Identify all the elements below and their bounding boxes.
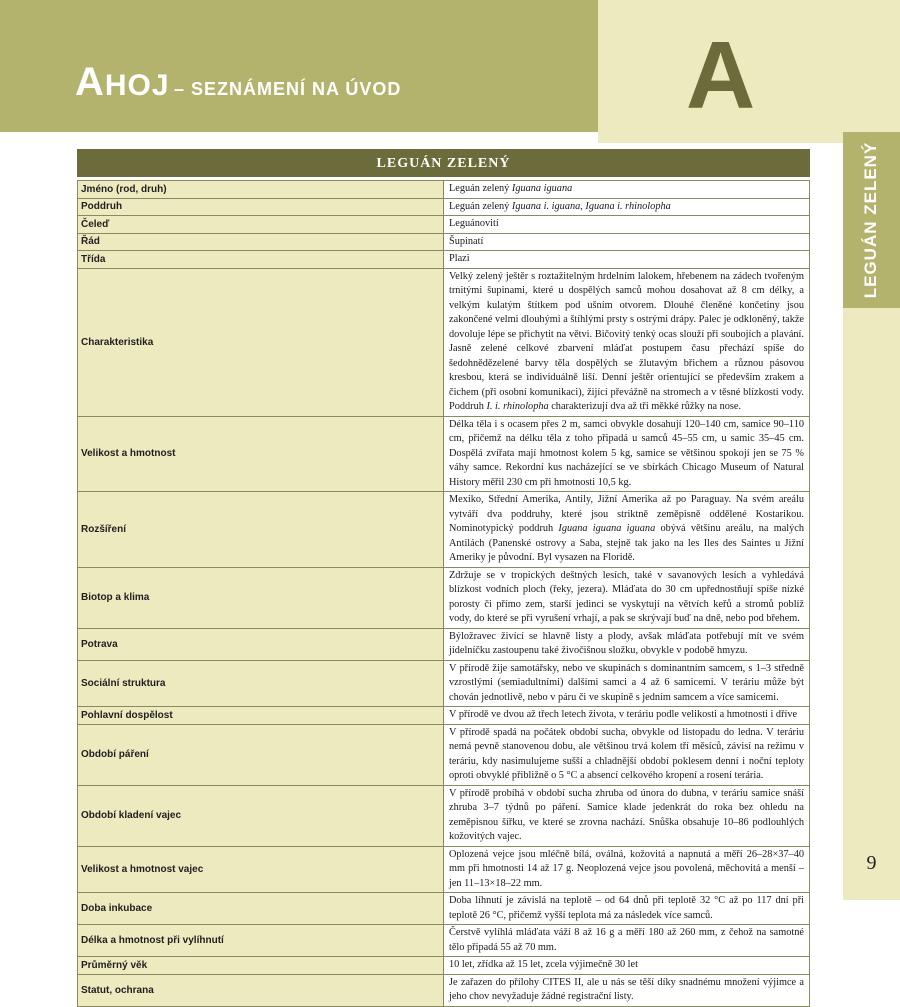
- row-value: Oplozená vejce jsou mléčně bílá, oválná, kožovitá a napnutá a měří 26–28×37–40 mm při hmotnosti 14 až 17 g. Neoplozená vejce jsou povolená, měchovitá a menší – jen 11–13×18–22 mm.: [444, 846, 810, 893]
- row-label: Charakteristika: [78, 268, 444, 416]
- row-value: Leguán zelený Iguana i. iguana, Iguana i. rhinolopha: [444, 198, 810, 216]
- table-row: [78, 416, 810, 492]
- row-value: Zdržuje se v tropických deštných lesích, také v savanových lesích a vyhledává blízkost vodních ploch (řeky, jezera). Mláďata do 30 cm upřednostňují spíše nízké porosty či přímo zem, starší jedinci se vyskytují na větvích keřů a stromů poblíž vody, do které se při vyrušení vrhají, a pak se skrývají buď na dně, nebo pod břehem.: [444, 567, 810, 628]
- row-label: Řád: [78, 233, 444, 251]
- row-value: 10 let, zřídka až 15 let, zcela výjimečně 30 let: [444, 957, 810, 975]
- row-value: Mexiko, Střední Amerika, Antily, Jižní Amerika až po Paraguay. Na svém areálu vytváří dva poddruhy, které jsou striktně zeměpisně oddělené Kostarikou. Nominotypický poddruh Iguana iguana iguana obývá většinu areálu, na malých Antilách (Panenské ostrovy a Saba, stejně tak jako na les Iles des Saintes u Jižní Ameriky je původní. Byl vysazen na Floridě.: [444, 492, 810, 568]
- row-label: Třída: [78, 251, 444, 269]
- row-label: Poddruh: [78, 198, 444, 216]
- row-label: Délka a hmotnost při vylíhnutí: [78, 925, 444, 957]
- table-row: [78, 785, 810, 846]
- chapter-letter: A: [685, 22, 756, 129]
- row-label: Čeleď: [78, 216, 444, 234]
- side-tab: [843, 132, 900, 308]
- row-label: Velikost a hmotnost vajec: [78, 846, 444, 893]
- row-label: Období kladení vajec: [78, 785, 444, 846]
- table-title: LEGUÁN ZELENÝ: [78, 150, 810, 177]
- table-row: [78, 974, 810, 1006]
- table-row: [78, 181, 810, 199]
- row-value: Čerstvě vylíhlá mláďata váží 8 až 16 g a měří 180 až 260 mm, z čehož na samotné tělo připadá 55 až 70 mm.: [444, 925, 810, 957]
- table-row: [78, 198, 810, 216]
- table-row: [78, 216, 810, 234]
- row-value: Délka těla i s ocasem přes 2 m, samci obvykle dosahují 120–140 cm, samice 90–110 cm, přičemž na délku těla z toho připadá u samců 45–55 cm, u samic 35–45 cm. Dospělá zvířata mají hmotnost kolem 5 kg, samice se většinou spokojí jen se 75 % váhy samce. Rekordní kus nacházející se ve sbírkách Chicago Museum of Natural History měřil 230 cm při hmotnosti 10,5 kg.: [444, 416, 810, 492]
- row-label: Velikost a hmotnost: [78, 416, 444, 492]
- row-value: Doba líhnutí je závislá na teplotě – od 64 dnů při teplotě 32 °C až po 117 dní při teplotě 26 °C, přičemž vyšší teplota má za následek více samců.: [444, 893, 810, 925]
- page-number: 9: [866, 852, 877, 874]
- chapter-subtitle: – SEZNÁMENÍ NA ÚVOD: [174, 79, 402, 99]
- row-label: Biotop a klima: [78, 567, 444, 628]
- species-table: [77, 149, 810, 1007]
- row-label: Období páření: [78, 724, 444, 785]
- side-tab-label: LEGUÁN ZELENÝ: [861, 141, 880, 299]
- row-value: Leguán zelený Iguana iguana: [444, 181, 810, 199]
- row-value: V přírodě spadá na počátek období sucha, obvykle od listopadu do ledna. V teráriu nemá pevně stanovenou dobu, ale většinou trvá kolem tří měsíců, závisí na režimu v teráriu, kdy nasimulujeme sušší a chladnější období poklesem denní i noční teploty oproti obvyklé přibližně o 5 °C a absencí celkového kropení a rosení terária.: [444, 724, 810, 785]
- table-row: [78, 251, 810, 269]
- row-label: Průměrný věk: [78, 957, 444, 975]
- row-label: Pohlavní dospělost: [78, 707, 444, 725]
- table-row: [78, 567, 810, 628]
- row-value: Je zařazen do přílohy CITES II, ale u nás se těší díky snadnému množení výjimce a jeho chov nevyžaduje žádné registrační listy.: [444, 974, 810, 1006]
- row-value: Býložravec živící se hlavně listy a plody, avšak mláďata potřebují mít ve svém jídelníčku zastoupenu také živočišnou složku, obvykle v podobě hmyzu.: [444, 628, 810, 660]
- row-label: Doba inkubace: [78, 893, 444, 925]
- table-row: [78, 492, 810, 568]
- chapter-title-word: HOJ: [104, 69, 170, 102]
- row-value: V přírodě ve dvou až třech letech života, v teráriu podle velikosti a hmotnosti i dříve: [444, 707, 810, 725]
- chapter-title-initial: A: [75, 60, 105, 104]
- chapter-title: [75, 60, 401, 105]
- row-value: Leguánovití: [444, 216, 810, 234]
- table-row: [78, 268, 810, 416]
- row-value: Velký zelený ještěr s roztažitelným hrdelním lalokem, hřebenem na zádech tvořeným trnitými šupinami, které u dospělých samců mohou dosahovat až 8 cm délky, a velkým kulatým štítkem pod ušním otvorem. Dlouhé členěné končetiny jsou zakončené velmi dlouhými a štíhlými prsty s ostrými drápy. Palec je odkloněný, takže dovoluje lépe se přichytit na větvi. Bičovitý tenký ocas slouží při soubojích a plavání. Jasně zelené celkové zbarvení mláďat postupem času přechází spíše do šedohnědězelené barvy těla dospělých se žlutavým břichem a různou pásovou kresbou, která se individuálně liší. Denní ještěr orientující se především zrakem a čichem (při osobní komunikaci), žijící převážně na stromech a v těsné blízkosti vody. Poddruh I. i. rhinolopha charakterizují dva až tři měkké růžky na nose.: [444, 268, 810, 416]
- row-value: V přírodě žije samotářsky, nebo ve skupinách s dominantním samcem, s 1–3 středně vzrostlými (semiadultními) dalšími samci a 4 až 6 samicemi. V teráriu může být chován jednotlivě, nebo v páru či ve skupině s jedním samcem a více samicemi.: [444, 660, 810, 707]
- row-value: V přírodě probíhá v období sucha zhruba od února do dubna, v teráriu samice snáší zhruba 3–7 týdnů po páření. Samice klade jedenkrát do roka bez ohledu na zeměpisnou šířku, ve které se zrovna nachází. Snůška obsahuje 10–86 podlouhlých kožovitých vajec.: [444, 785, 810, 846]
- table-row: [78, 893, 810, 925]
- table-row: [78, 957, 810, 975]
- row-label: Jméno (rod, druh): [78, 181, 444, 199]
- row-label: Rozšíření: [78, 492, 444, 568]
- table-row: [78, 660, 810, 707]
- row-label: Sociální struktura: [78, 660, 444, 707]
- row-label: Potrava: [78, 628, 444, 660]
- row-value: Šupinatí: [444, 233, 810, 251]
- table-row: [78, 724, 810, 785]
- table-row: [78, 846, 810, 893]
- row-label: Statut, ochrana: [78, 974, 444, 1006]
- table-row: [78, 628, 810, 660]
- row-value: Plazi: [444, 251, 810, 269]
- table-title-row: [78, 150, 810, 177]
- table-row: [78, 925, 810, 957]
- table-row: [78, 707, 810, 725]
- chapter-letter-box: [598, 0, 843, 143]
- table-row: [78, 233, 810, 251]
